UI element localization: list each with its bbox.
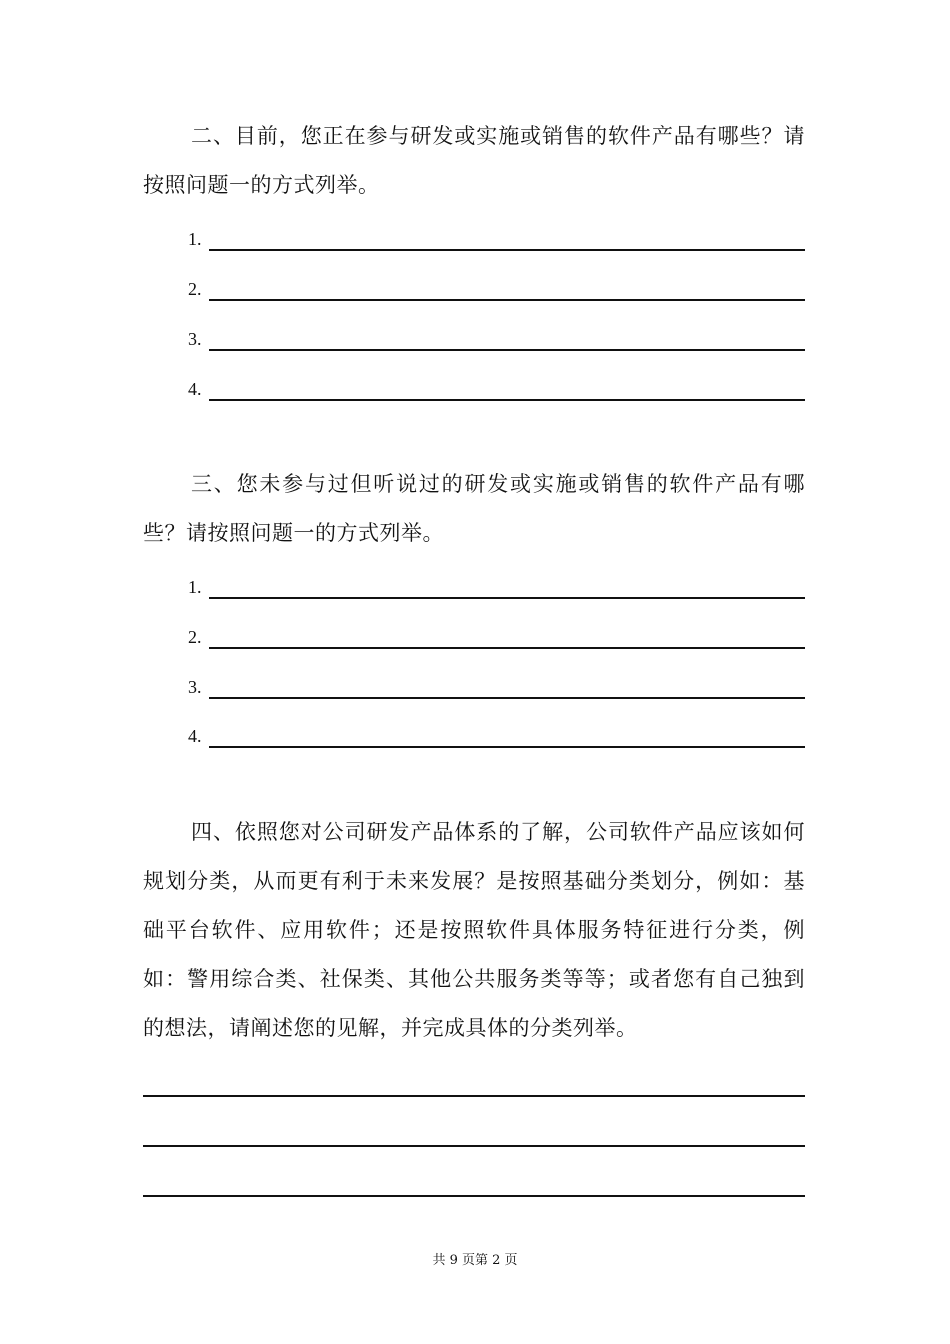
item-number: 2. [188,627,202,647]
answer-line-q4-1[interactable] [143,1095,805,1097]
answer-line-q2-2[interactable] [188,275,805,301]
answer-line-q3-3[interactable] [188,673,805,699]
item-number: 3. [188,329,202,349]
answer-line-q4-2[interactable] [143,1145,805,1147]
answer-line-q2-4[interactable] [188,375,805,401]
blank-underline [209,697,805,699]
item-number: 4. [188,379,202,399]
blank-underline [209,597,805,599]
answer-line-q3-4[interactable] [188,722,805,748]
item-number: 3. [188,677,202,697]
blank-underline [209,647,805,649]
answer-line-q2-3[interactable] [188,325,805,351]
answer-line-q3-2[interactable] [188,623,805,649]
blank-underline [209,399,805,401]
blank-underline [209,249,805,251]
blank-underline [209,349,805,351]
item-number: 1. [188,577,202,597]
answer-line-q3-1[interactable] [188,573,805,599]
item-number: 2. [188,279,202,299]
page-footer: 共 9 页第 2 页 [432,1253,518,1268]
blank-underline [209,746,805,748]
answer-line-q2-1[interactable] [188,225,805,251]
question-4-text: 四、依照您对公司研发产品体系的了解，公司软件产品应该如何规划分类，从而更有利于未来发展？是按照基础分类划分，例如：基础平台软件、应用软件；还是按照软件具体服务特征进行分类，例如：警用综合类、社保类、其他公共服务类等等；或者您有自己独到的想法，请阐述您的见解，并完成具体的分类列举。 [143,820,805,1040]
item-number: 4. [188,726,202,746]
item-number: 1. [188,229,202,249]
blank-underline [209,299,805,301]
question-3-text: 三、您未参与过但听说过的研发或实施或销售的软件产品有哪些？请按照问题一的方式列举。 [143,472,805,545]
answer-line-q4-3[interactable] [143,1195,805,1197]
question-2-text: 二、目前，您正在参与研发或实施或销售的软件产品有哪些？请按照问题一的方式列举。 [143,124,805,197]
